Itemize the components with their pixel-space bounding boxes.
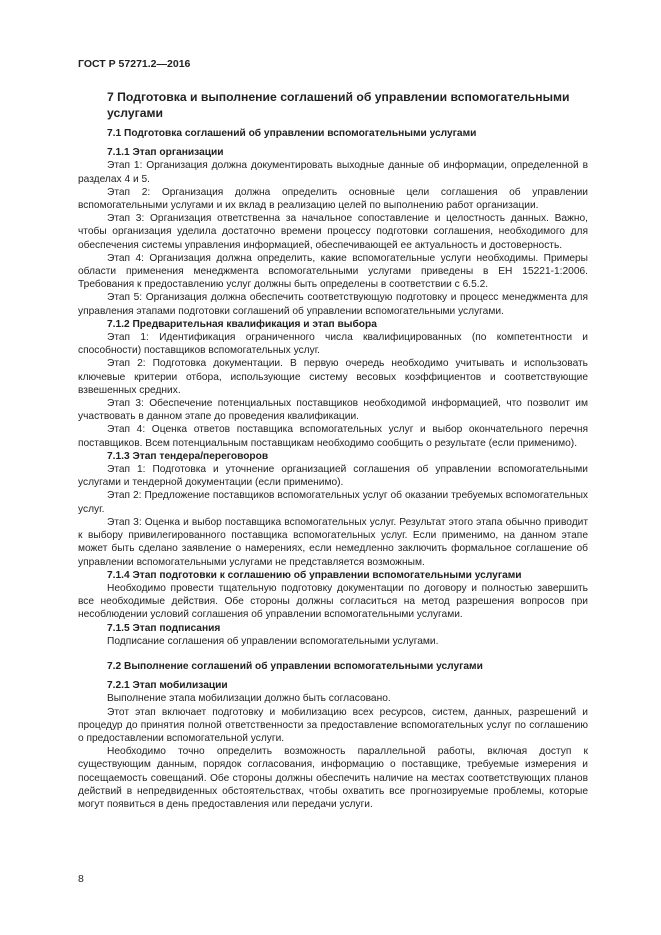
standard-header: ГОСТ Р 57271.2—2016 — [78, 58, 191, 70]
section-7-2-1-title: 7.2.1 Этап мобилизации — [107, 680, 228, 692]
paragraph: Этап 5: Организация должна обеспечить соответствующую подготовку и процесс менеджмента для управления этапами подготовки соглашений об управлении вспомогательными услугами. — [78, 292, 588, 317]
paragraph: Этап 2: Подготовка документации. В первую очередь необходимо учитывать и использовать ключевые критерии отбора, использующие систему весовых коэффициентов и соответствующие взвешенных средних. — [78, 358, 588, 396]
section-7-1-2-title: 7.1.2 Предварительная квалификация и этап выбора — [107, 318, 377, 330]
paragraph: Этап 3: Обеспечение потенциальных поставщиков необходимой информацией, что позволит им участвовать в данном этапе до проведения квалификации. — [78, 398, 588, 423]
paragraph: Этап 2: Предложение поставщиков вспомогательных услуг об оказании требуемых вспомогательных услуг. — [78, 490, 588, 515]
section-7-1-title: 7.1 Подготовка соглашений об управлении вспомогательными услугами — [107, 128, 477, 139]
paragraph: Этап 1: Идентификация ограниченного числа квалифицированных (по компетентности и способности) поставщиков вспомогательных услуг. — [78, 332, 588, 357]
paragraph: Этап 1: Организация должна документировать выходные данные об информации, определенной в разделах 4 и 5. — [78, 160, 588, 185]
paragraph: Необходимо точно определить возможность параллельной работы, включая доступ к существующим данным, порядок согласования, информацию о поставщике, требуемые измерения и посещаемость совещаний. Обе стороны должны обеспечить наличие на местах соответствующих планов действий в непредвиденных обстоятельствах, чтобы охватить все прогнозируемые проблемы, которые могут появиться в день предоставления или передачи услуги. — [78, 746, 588, 810]
page-number: 8 — [78, 873, 84, 885]
section-7-1-4-title: 7.1.4 Этап подготовки к соглашению об управлении вспомогательными услугами — [107, 569, 522, 581]
paragraph: Этап 1: Подготовка и уточнение организацией соглашения об управлении вспомогательными услугами и тендерной документации (если применимо). — [78, 464, 588, 489]
section-7-title: 7 Подготовка и выполнение соглашений об управлении вспомогательными услугами — [107, 90, 570, 120]
paragraph: Этап 3: Оценка и выбор поставщика вспомогательных услуг. Результат этого этапа обычно приводит к выбору привилегированного поставщика вспомогательных услуг. Если применимо, на данном этапе может быть сделано заявление о намерениях, если немедленно заключить формальное соглашение об управлении вспомогательными услугами не представляется возможным. — [78, 516, 588, 568]
paragraph: Подписание соглашения об управлении вспомогательными услугами. — [107, 635, 439, 647]
paragraph: Выполнение этапа мобилизации должно быть согласовано. — [107, 693, 391, 705]
paragraph: Этап 4: Оценка ответов поставщика вспомогательных услуг и выбор окончательного перечня поставщиков. Всем потенциальным поставщикам необходимо сообщить о результате (если применимо). — [78, 424, 588, 449]
paragraph: Необходимо провести тщательную подготовку документации по договору и полностью завершить все необходимые действия. Обе стороны должны согласиться на метод разрешения вопросов при несоблюдении условий соглашения об управлении вспомогательными услугами. — [78, 582, 588, 621]
section-7-2-title: 7.2 Выполнение соглашений об управлении вспомогательными услугами — [107, 660, 483, 672]
document-body — [78, 90, 588, 811]
paragraph: Этап 4: Организация должна определить, какие вспомогательные услуги необходимы. Примеры области применения менеджмента вспомогательными услугами приведены в ЕН 15221-1:2006. Требования к предоставлению услуг должны быть определены в соответствии с 6.5.2. — [78, 252, 588, 291]
paragraph: Этот этап включает подготовку и мобилизацию всех ресурсов, систем, данных, разрешений и процедур до принятия полной ответственности за предоставление вспомогательных услуг по соглашению о предоставлении вспомогательной услуги. — [78, 706, 588, 744]
section-7-1-1-title: 7.1.1 Этап организации — [107, 147, 224, 159]
section-7-1-3-title: 7.1.3 Этап тендера/переговоров — [107, 450, 269, 462]
paragraph: Этап 2: Организация должна определить основные цели соглашения об управлении вспомогательными услугами и их вклад в реализацию целей по выполнению работ организации. — [78, 186, 588, 212]
section-7-1-5-title: 7.1.5 Этап подписания — [107, 622, 221, 634]
paragraph: Этап 3: Организация ответственна за начальное сопоставление и целостность данных. Важно, чтобы организация уделила достаточно времени процессу подготовки соглашения, необходимого для обеспечения системы управления информацией, обеспечивающей ее актуальность и достоверность. — [78, 213, 588, 251]
